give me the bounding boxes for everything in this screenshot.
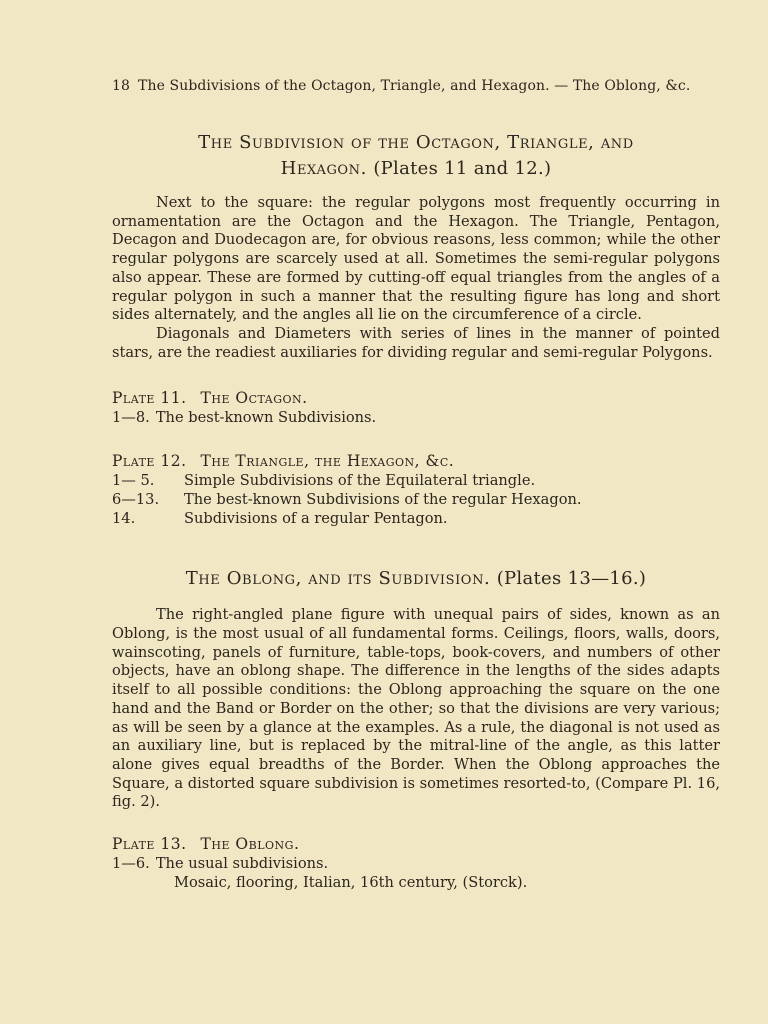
plate-11-block — [112, 388, 720, 427]
running-head — [112, 76, 720, 96]
item-text: Subdivisions of a regular Pentagon. — [184, 510, 448, 528]
item-text: Simple Subdivisions of the Equilateral triangle. — [184, 472, 536, 490]
item-text: The best-known Subdivisions of the regular Hexagon. — [184, 491, 582, 509]
item-text: The best-known Subdivisions. — [155, 409, 377, 427]
list-item — [112, 509, 720, 528]
plate-12-block — [112, 451, 720, 528]
running-head-title: The Subdivisions of the Octagon, Triangle, and Hexagon. — The Oblong, &c. — [138, 78, 691, 94]
section-title-hexagon: Hexagon. — [280, 158, 367, 179]
list-item — [112, 854, 720, 873]
plate-13-title: The Oblong. — [200, 835, 300, 854]
section-plates-ref: (Plates 11 and 12.) — [373, 158, 552, 179]
plate-11-title: The Octagon. — [200, 389, 308, 408]
plate-11-heading — [112, 388, 720, 408]
section-oblong-body — [112, 606, 720, 812]
item-number: 1— 5. — [112, 472, 155, 490]
section-plates-ref: (Plates 13—16.) — [496, 568, 647, 590]
plate-12-title: The Triangle, the Hexagon, &c. — [200, 452, 455, 471]
list-item — [112, 471, 720, 490]
plate-11-label: Plate 11. — [112, 389, 187, 408]
item-number: 1—6. — [112, 855, 150, 873]
section-title-octagon — [112, 130, 720, 182]
item-number: 14. — [112, 510, 136, 528]
paragraph-polygons: Next to the square: the regular polygons most frequently occurring in ornamentation are the Octagon and the Hexagon. The Triangle, Pentagon, Decagon and Duodecagon are, for obvious reasons, less common; while the other regular polygons are scarcely used at all. Sometimes the semi-regular polygons also appear. These are formed by cutting-off equal triangles from the angles of a regular polygon in such a manner that the resulting figure has long and short sides alternately, and the angles all lie on the circumference of a circle. — [112, 194, 720, 324]
section-title-oblong-text: The Oblong, and its Subdivision. — [185, 568, 491, 590]
plate-12-heading — [112, 451, 720, 471]
section-octagon-body — [112, 194, 720, 362]
section-title-line2 — [112, 156, 720, 182]
page-content — [112, 76, 720, 892]
list-item — [112, 490, 720, 509]
paragraph-diagonals: Diagonals and Diameters with series of lines in the manner of pointed stars, are the readiest auxiliaries for dividing regular and semi-regular Polygons. — [112, 324, 720, 361]
list-sub-item: Mosaic, flooring, Italian, 16th century, (Storck). — [174, 874, 528, 892]
plate-13-heading — [112, 834, 720, 854]
item-number: 1—8. — [112, 409, 150, 427]
page-number: 18 — [112, 78, 131, 94]
paragraph-oblong: The right-angled plane figure with unequal pairs of sides, known as an Oblong, is the most usual of all fundamental forms. Ceilings, floors, walls, doors, wainscoting, panels of furniture, table-tops, book-covers, and numbers of other objects, have an oblong shape. The difference in the lengths of the sides adapts itself to all possible conditions: the Oblong approaching the square on the one hand and the Band or Border on the other; so that the divisions are very various; as will be seen by a glance at the examples. As a rule, the diagonal is not used as an auxiliary line, but is replaced by the mitral-line of the angle, as this latter alone gives equal breadths of the Border. When the Oblong approaches the Square, a distorted square subdivision is sometimes resorted-to, (Compare Pl. 16, fig. 2). — [112, 606, 720, 811]
section-title-oblong — [112, 566, 720, 592]
plate-13-block — [112, 834, 720, 892]
plate-12-label: Plate 12. — [112, 452, 187, 471]
list-item — [112, 408, 720, 427]
item-number: 6—13. — [112, 491, 160, 509]
section-title-line1: The Subdivision of the Octagon, Triangle, and — [198, 132, 634, 153]
item-text: The usual subdivisions. — [155, 855, 329, 873]
plate-13-label: Plate 13. — [112, 835, 187, 854]
